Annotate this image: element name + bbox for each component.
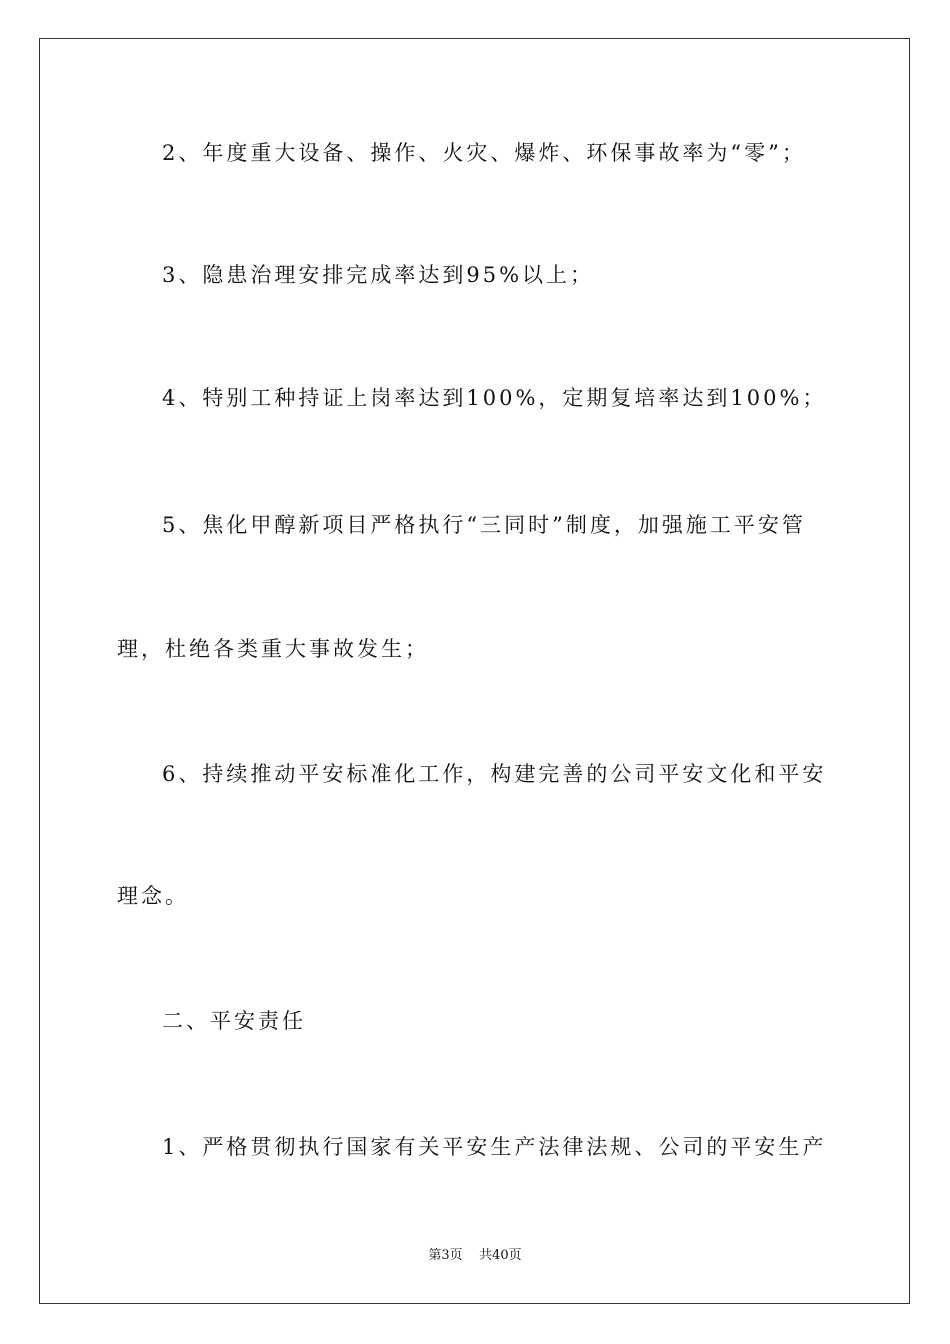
section-heading: 二、平安责任 <box>162 1009 306 1033</box>
paragraph-line-4: 5、焦化甲醇新项目严格执行“三同时”制度，加强施工平安管 <box>162 513 806 537</box>
paragraph-line-1: 2、年度重大设备、操作、火灾、爆炸、环保事故率为“零”； <box>162 141 806 165</box>
paragraph-line-9: 1、严格贯彻执行国家有关平安生产法律法规、公司的平安生产 <box>162 1135 827 1159</box>
paragraph-line-7: 理念。 <box>117 884 189 908</box>
paragraph-line-5: 理，杜绝各类重大事故发生； <box>117 637 429 661</box>
paragraph-line-3: 4、特别工种持证上岗率达到100%，定期复培率达到100%； <box>162 386 827 410</box>
page-footer: 第3页 共40页 <box>428 1248 522 1263</box>
page-border <box>39 38 910 1304</box>
paragraph-line-2: 3、隐患治理安排完成率达到95%以上； <box>162 263 595 287</box>
paragraph-line-6: 6、持续推动平安标准化工作，构建完善的公司平安文化和平安 <box>162 762 827 786</box>
